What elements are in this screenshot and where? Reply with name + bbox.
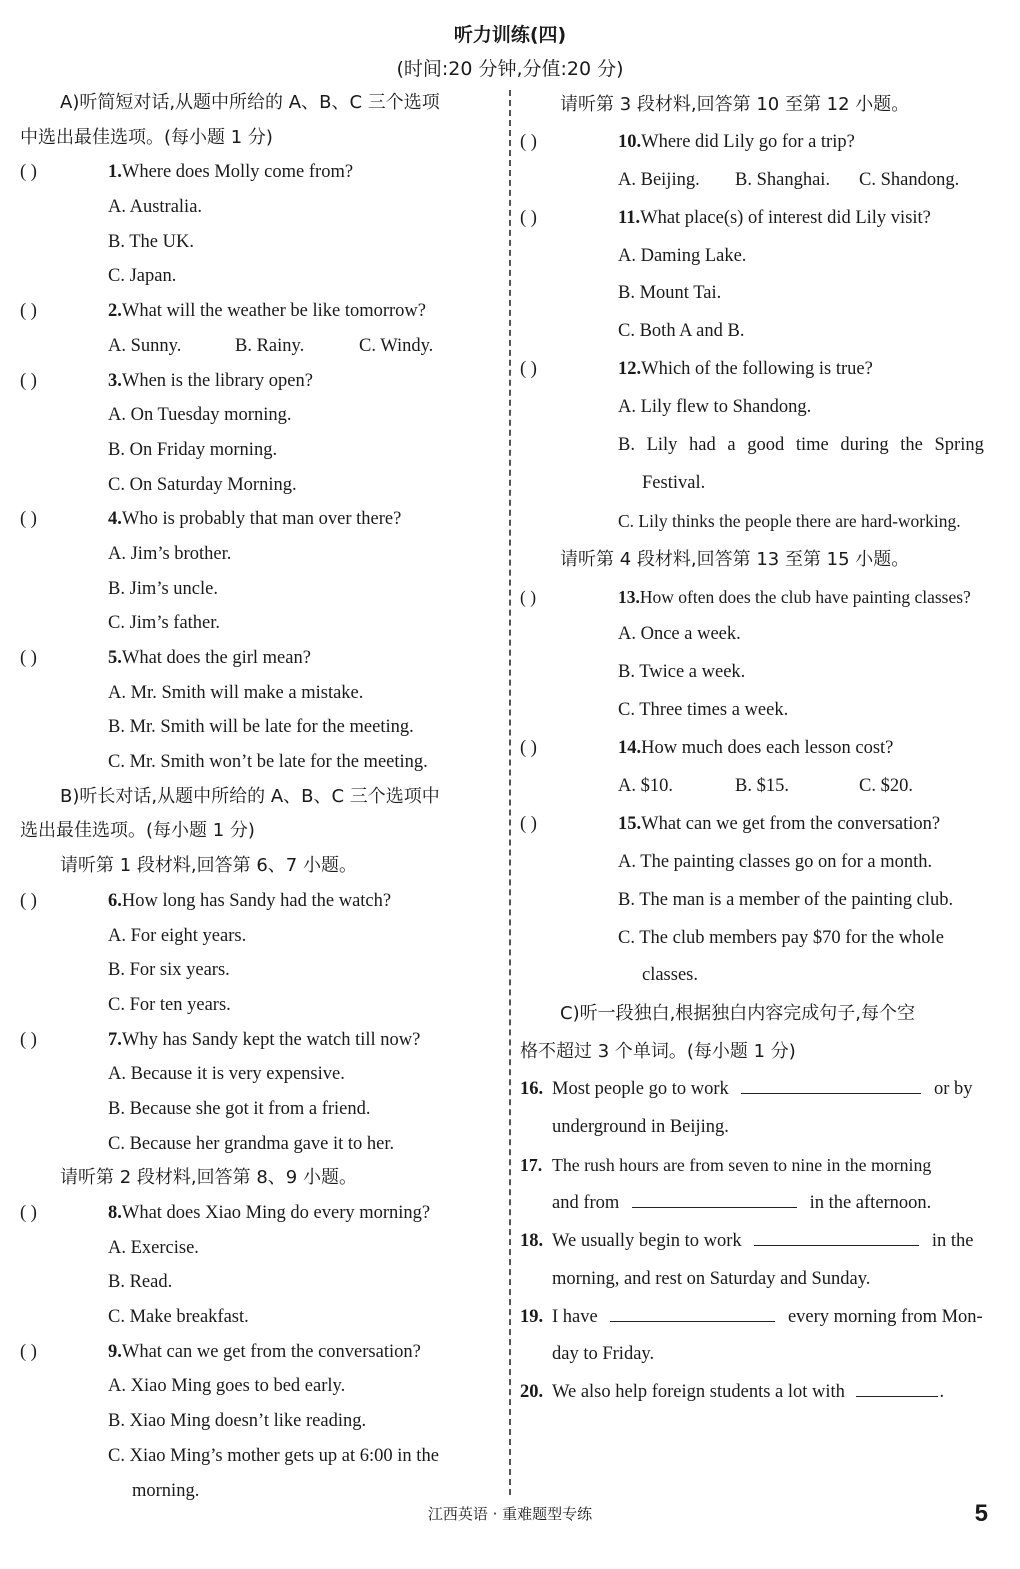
question-2 [20, 294, 500, 329]
fill-20 [520, 1374, 1000, 1412]
question-7 [20, 1023, 500, 1058]
option-c-cont: classes. [642, 965, 698, 986]
item-number: 18. [520, 1230, 544, 1251]
answer-bracket[interactable]: ( ) [520, 813, 537, 834]
option-a: A. Sunny. [108, 335, 182, 356]
option-c: C. On Saturday Morning. [108, 474, 297, 495]
item-number: 17. [520, 1154, 543, 1175]
part-2-instruction: 请听第 2 段材料,回答第 8、9 小题。 [60, 1167, 357, 1189]
part-1-instruction: 请听第 1 段材料,回答第 6、7 小题。 [60, 855, 357, 877]
option-c: C. For ten years. [108, 994, 231, 1015]
question-text: What can we get from the conversation? [121, 1341, 421, 1362]
option-a: A. Because it is very expensive. [108, 1064, 345, 1085]
answer-bracket[interactable]: ( ) [520, 586, 537, 607]
answer-bracket[interactable]: ( ) [20, 1341, 37, 1362]
item-number: 16. [520, 1079, 544, 1100]
answer-blank[interactable] [632, 1185, 797, 1208]
question-text: What can we get from the conversation? [641, 813, 941, 834]
question-15 [520, 806, 1000, 844]
option-b: B. $15. [735, 776, 789, 797]
sentence-part: and from [552, 1192, 620, 1213]
fill-17-cont [520, 1185, 1000, 1223]
option-c: C. $20. [859, 776, 913, 797]
section-b-intro: B)听长对话,从题中所给的 A、B、C 三个选项中 [60, 785, 440, 807]
answer-blank[interactable] [856, 1374, 938, 1397]
option-a: A. $10. [618, 776, 673, 797]
question-number: 3. [108, 370, 122, 391]
question-number: 11. [618, 207, 641, 228]
question-number: 15. [618, 813, 642, 834]
option-a: A. Australia. [108, 197, 203, 218]
option-c-cont: morning. [132, 1480, 200, 1501]
option-c: C. The club members pay $70 for the whole [618, 927, 944, 948]
option-c: C. Windy. [359, 335, 434, 356]
options-row [520, 768, 1000, 806]
option-b: B. Because she got it from a friend. [108, 1098, 371, 1119]
question-number: 5. [108, 648, 122, 668]
option-b: B. Xiao Ming doesn’t like reading. [108, 1411, 367, 1432]
option-c: C. Lily thinks the people there are hard-working. [618, 510, 961, 531]
answer-blank[interactable] [610, 1299, 775, 1322]
column-divider [509, 90, 511, 1495]
section-a-intro-cont: 中选出最佳选项。(每小题 1 分) [20, 126, 273, 148]
fill-18-cont: morning, and rest on Saturday and Sunday. [552, 1268, 871, 1289]
section-c-intro: C)听一段独白,根据独白内容完成句子,每个空 [560, 1003, 916, 1025]
answer-bracket[interactable]: ( ) [520, 131, 537, 152]
answer-bracket[interactable]: ( ) [520, 359, 537, 380]
left-column [20, 86, 500, 1508]
option-a: A. Mr. Smith will make a mistake. [108, 682, 364, 703]
option-b: B. Mr. Smith will be late for the meeting. [108, 717, 414, 738]
question-text: Who is probably that man over there? [121, 509, 402, 530]
sentence-part: or by [934, 1079, 973, 1100]
question-number: 12. [618, 359, 642, 380]
option-a: A. Daming Lake. [618, 245, 747, 266]
question-text: Why has Sandy kept the watch till now? [121, 1029, 421, 1050]
part-4-instruction: 请听第 4 段材料,回答第 13 至第 15 小题。 [560, 548, 910, 570]
fill-16-cont: underground in Beijing. [552, 1117, 729, 1138]
sentence-part: Most people go to work [552, 1079, 729, 1100]
section-b-intro-cont: 选出最佳选项。(每小题 1 分) [20, 820, 255, 842]
answer-bracket[interactable]: ( ) [20, 890, 37, 911]
sentence-part: every morning from Mon- [787, 1306, 983, 1327]
question-number: 6. [108, 890, 122, 911]
option-c: C. Three times a week. [618, 700, 789, 721]
answer-blank[interactable] [754, 1223, 919, 1246]
fill-17 [520, 1147, 1000, 1185]
option-c: C. Shandong. [859, 169, 960, 190]
sentence-part: I have [552, 1306, 598, 1327]
question-11 [520, 200, 1000, 238]
sentence-part: in the [931, 1230, 974, 1251]
page-number: 5 [974, 1500, 988, 1527]
option-b: B. Jim’s uncle. [108, 578, 218, 599]
option-b: B. Shanghai. [735, 169, 831, 190]
question-12 [520, 351, 1000, 389]
option-b-cont: Festival. [642, 472, 706, 493]
option-a: A. Exercise. [108, 1237, 199, 1258]
question-text: How much does each lesson cost? [641, 738, 894, 759]
question-number: 13. [618, 586, 640, 607]
option-a: A. Jim’s brother. [108, 543, 232, 564]
fill-18 [520, 1223, 1000, 1261]
option-b: B. Mount Tai. [618, 283, 722, 304]
option-b: B. On Friday morning. [108, 439, 278, 460]
answer-bracket[interactable]: ( ) [20, 1203, 37, 1223]
sentence-part: in the afternoon. [809, 1192, 932, 1213]
question-text: What place(s) of interest did Lily visit? [640, 207, 931, 228]
sentence-part: . [939, 1382, 945, 1403]
fill-16 [520, 1071, 1000, 1109]
option-c: C. Because her grandma gave it to her. [108, 1133, 395, 1154]
option-c: C. Xiao Ming’s mother gets up at 6:00 in the [108, 1445, 439, 1466]
fill-19-cont: day to Friday. [552, 1344, 655, 1365]
question-14 [520, 730, 1000, 768]
option-a: A. Xiao Ming goes to bed early. [108, 1376, 346, 1397]
option-c: C. Make breakfast. [108, 1307, 249, 1328]
option-a: A. Lily flew to Shandong. [618, 397, 812, 418]
sentence-part: The rush hours are from seven to nine in the morning [552, 1154, 932, 1175]
right-column [520, 86, 1000, 1412]
options-row [20, 329, 500, 364]
section-c-intro-cont: 格不超过 3 个单词。(每小题 1 分) [520, 1041, 796, 1063]
question-number: 1. [108, 162, 122, 183]
question-number: 4. [108, 509, 122, 530]
question-number: 8. [108, 1203, 122, 1223]
section-a-intro: A)听简短对话,从题中所给的 A、B、C 三个选项 [60, 92, 440, 113]
answer-bracket[interactable]: ( ) [20, 1029, 37, 1050]
option-a: A. On Tuesday morning. [108, 405, 292, 426]
question-text: When is the library open? [121, 370, 313, 391]
question-number: 10. [618, 131, 642, 152]
option-b: B. The man is a member of the painting club. [618, 889, 954, 910]
option-a: A. Once a week. [618, 624, 741, 645]
question-5 [20, 641, 500, 676]
option-b: B. Lily had a good time during the Spring [618, 435, 984, 456]
item-number: 19. [520, 1306, 544, 1327]
question-text: What does the girl mean? [121, 648, 311, 668]
option-b: B. Twice a week. [618, 662, 746, 683]
question-8 [20, 1196, 500, 1231]
question-number: 2. [108, 301, 122, 322]
question-13 [520, 579, 1000, 617]
options-row [520, 162, 1000, 200]
footer-text: 江西英语 · 重难题型专练 [427, 1505, 593, 1523]
option-a: A. Beijing. [618, 169, 700, 190]
question-3 [20, 364, 500, 399]
question-1 [20, 155, 500, 190]
answer-blank[interactable] [741, 1071, 921, 1094]
question-number: 14. [618, 738, 642, 759]
option-c: C. Both A and B. [618, 321, 745, 342]
question-text: Where does Molly come from? [121, 162, 354, 183]
fill-19 [520, 1299, 1000, 1337]
item-number: 20. [520, 1382, 544, 1403]
page-title: 听力训练(四) [453, 24, 567, 46]
option-c: C. Japan. [108, 266, 177, 287]
option-c: C. Jim’s father. [108, 613, 221, 634]
answer-bracket[interactable]: ( ) [20, 301, 37, 322]
option-b: B. Rainy. [235, 335, 305, 356]
question-4 [20, 502, 500, 537]
question-10 [520, 124, 1000, 162]
answer-bracket[interactable]: ( ) [520, 738, 537, 759]
option-b: B. For six years. [108, 960, 230, 981]
option-a: A. For eight years. [108, 925, 247, 946]
answer-bracket[interactable]: ( ) [20, 162, 37, 183]
page-subtitle: (时间:20 分钟,分值:20 分) [396, 58, 624, 80]
question-text: What will the weather be like tomorrow? [121, 301, 426, 322]
option-c: C. Mr. Smith won’t be late for the meeting. [108, 752, 428, 773]
sentence-part: We usually begin to work [552, 1230, 742, 1251]
question-text: How often does the club have painting classes? [639, 586, 971, 607]
question-text: How long has Sandy had the watch? [121, 890, 392, 911]
question-9 [20, 1335, 500, 1370]
question-number: 9. [108, 1341, 122, 1362]
answer-bracket[interactable]: ( ) [20, 509, 37, 530]
question-number: 7. [108, 1029, 122, 1050]
question-6 [20, 884, 500, 919]
option-b: B. Read. [108, 1272, 173, 1293]
option-b: B. The UK. [108, 231, 194, 252]
answer-bracket[interactable]: ( ) [20, 370, 37, 391]
question-text: What does Xiao Ming do every morning? [121, 1203, 431, 1223]
sentence-part: We also help foreign students a lot with [552, 1382, 845, 1403]
question-text: Which of the following is true? [641, 359, 873, 380]
answer-bracket[interactable]: ( ) [520, 207, 537, 228]
question-text: Where did Lily go for a trip? [641, 131, 855, 152]
part-3-instruction: 请听第 3 段材料,回答第 10 至第 12 小题。 [560, 94, 910, 115]
answer-bracket[interactable]: ( ) [20, 648, 37, 668]
option-a: A. The painting classes go on for a month. [618, 851, 933, 872]
